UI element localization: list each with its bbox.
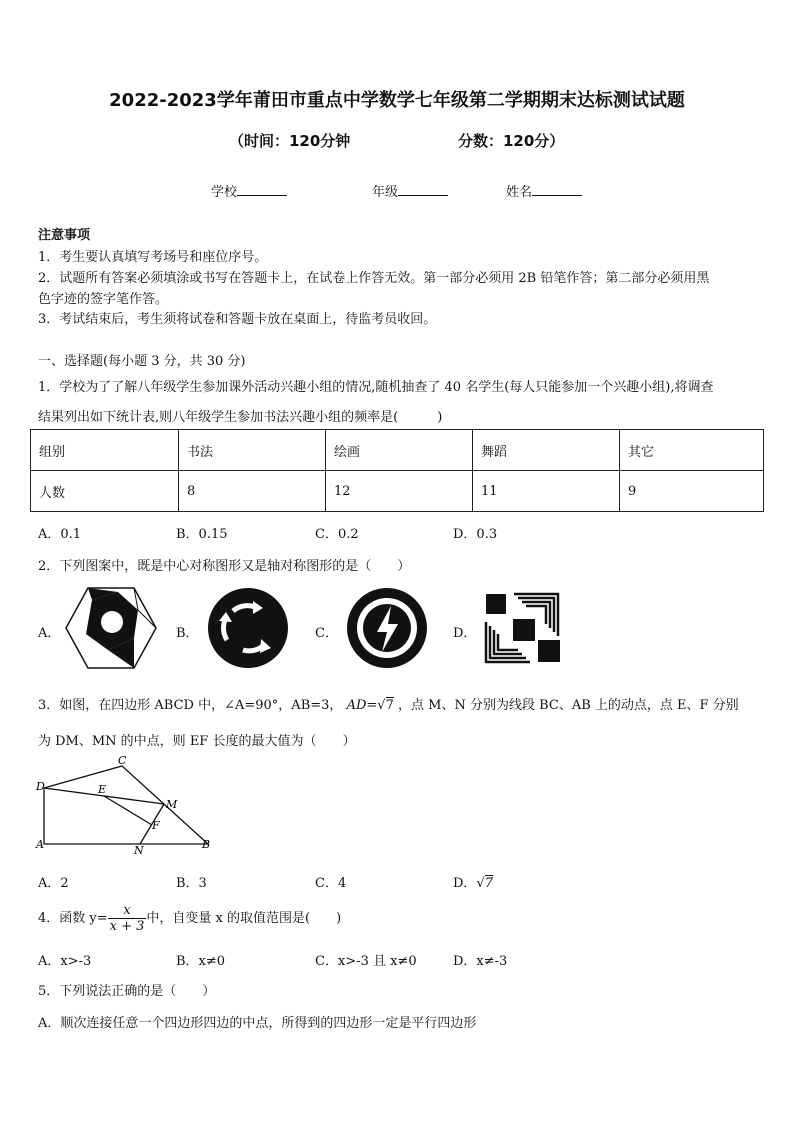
grade-field[interactable]: [372, 181, 448, 200]
q1-option-a[interactable]: A．0.1: [38, 527, 82, 542]
fraction-denominator: x + 3: [109, 919, 145, 934]
name-field[interactable]: [506, 181, 582, 200]
table-cell: 绘画: [326, 430, 473, 471]
label-e: E: [98, 783, 107, 796]
q4-option-c[interactable]: C．x>-3 且 x≠0: [315, 954, 417, 969]
label-m: M: [166, 798, 178, 811]
name-label: 姓名: [506, 185, 533, 200]
sqrt-radicand: 7: [484, 876, 494, 891]
q3-text-part: 3．如图，在四边形 ABCD 中，∠A=90°，AB=3，: [38, 698, 343, 713]
table-cell: 11: [473, 471, 620, 512]
table-cell: 舞蹈: [473, 430, 620, 471]
q4-prefix: 4．函数 y=: [38, 911, 108, 926]
squares-pattern-icon[interactable]: [484, 592, 562, 664]
grade-blank[interactable]: [398, 183, 448, 196]
table-cell: 12: [326, 471, 473, 512]
q2-option-d-label[interactable]: D．: [453, 626, 477, 641]
q1-text: 1．学校为了了解八年级学生参加课外活动兴趣小组的情况,随机抽查了 40 名学生(每人只能参加一个兴趣小组),将调查: [38, 380, 714, 395]
label-n: N: [134, 844, 144, 856]
q4-text: [38, 903, 341, 934]
fraction-numerator: x: [108, 903, 147, 919]
q4-option-a[interactable]: A．x>-3: [38, 954, 92, 969]
q3-text: [38, 694, 739, 713]
equals-sign: =: [366, 698, 378, 713]
q3-option-a[interactable]: A．2: [38, 876, 69, 891]
sqrt-icon: √: [476, 876, 485, 891]
notice-item: 3．考试结束后，考生须将试卷和答题卡放在桌面上，待监考员收回。: [38, 312, 437, 327]
table-row: [31, 430, 764, 471]
label-d: D: [36, 780, 45, 793]
notice-item: 色字迹的签字笔作答。: [38, 292, 169, 307]
ad-symbol: AD: [346, 698, 367, 713]
table-cell: 组别: [31, 430, 179, 471]
exam-time: （时间：120分钟: [229, 132, 351, 150]
school-blank[interactable]: [237, 183, 287, 196]
q2-text: 2．下列图案中，既是中心对称图形又是轴对称图形的是（ ）: [38, 559, 411, 574]
q2-option-c-label[interactable]: C．: [315, 626, 338, 641]
q2-option-b-label[interactable]: B．: [176, 626, 199, 641]
notice-heading: 注意事项: [38, 228, 91, 243]
exam-score: 分数：120分）: [458, 132, 565, 150]
q1-option-d[interactable]: D．0.3: [453, 527, 498, 542]
hexagon-shutter-icon[interactable]: [64, 586, 158, 670]
table-cell: 书法: [179, 430, 326, 471]
table-cell: 其它: [620, 430, 764, 471]
q3-option-d-label: D．: [453, 876, 477, 891]
q1-option-c[interactable]: C．0.2: [315, 527, 359, 542]
label-a: A: [36, 838, 44, 851]
notice-item: 2．试题所有答案必须填涂或书写在答题卡上，在试卷上作答无效。第一部分必须用 2B 铅笔作答；第二部分必须用黑: [38, 271, 710, 286]
label-f: F: [152, 819, 160, 832]
q3-ad-formula: [347, 697, 394, 713]
table-cell: 人数: [31, 471, 179, 512]
circular-arrows-icon[interactable]: [203, 586, 293, 670]
quadrilateral-figure: [32, 752, 218, 856]
section-heading: 一、选择题(每小题 3 分，共 30 分): [38, 354, 246, 369]
school-field[interactable]: [211, 181, 287, 200]
q1-option-b[interactable]: B．0.15: [176, 527, 228, 542]
exam-title: 2022-2023学年莆田市重点中学数学七年级第二学期期末达标测试试题: [109, 90, 685, 111]
q3-option-b[interactable]: B．3: [176, 876, 207, 891]
q2-option-a-label[interactable]: A．: [38, 626, 61, 641]
stats-table: [30, 429, 764, 512]
grade-label: 年级: [372, 185, 399, 200]
table-cell: 9: [620, 471, 764, 512]
q4-option-d[interactable]: D．x≠-3: [453, 954, 508, 969]
notice-item: 1．考生要认真填写考场号和座位序号。: [38, 250, 268, 265]
sqrt-icon: √: [377, 698, 386, 713]
q4-suffix: 中，自变量 x 的取值范围是( ): [146, 911, 342, 926]
table-cell: 8: [179, 471, 326, 512]
name-blank[interactable]: [532, 183, 582, 196]
label-c: C: [118, 754, 127, 767]
label-b: B: [202, 838, 211, 851]
q3-text-part: ，点 M、N 分别为线段 BC、AB 上的动点，点 E、F 分别: [398, 698, 739, 713]
q3-text: 为 DM、MN 的中点，则 EF 长度的最大值为（ ）: [38, 734, 356, 749]
fraction: [108, 903, 147, 934]
q5-option-a[interactable]: A．顺次连接任意一个四边形四边的中点，所得到的四边形一定是平行四边形: [38, 1016, 477, 1031]
lightning-circle-icon[interactable]: [342, 586, 432, 670]
q5-text: 5．下列说法正确的是（ ）: [38, 984, 216, 999]
table-row: [31, 471, 764, 512]
q4-option-b[interactable]: B．x≠0: [176, 954, 226, 969]
q3-option-c[interactable]: C．4: [315, 876, 347, 891]
school-label: 学校: [211, 185, 238, 200]
sqrt-radicand: 7: [385, 698, 394, 713]
q3-option-d[interactable]: [453, 872, 493, 891]
q1-text: 结果列出如下统计表,则八年级学生参加书法兴趣小组的频率是( ): [38, 410, 443, 425]
